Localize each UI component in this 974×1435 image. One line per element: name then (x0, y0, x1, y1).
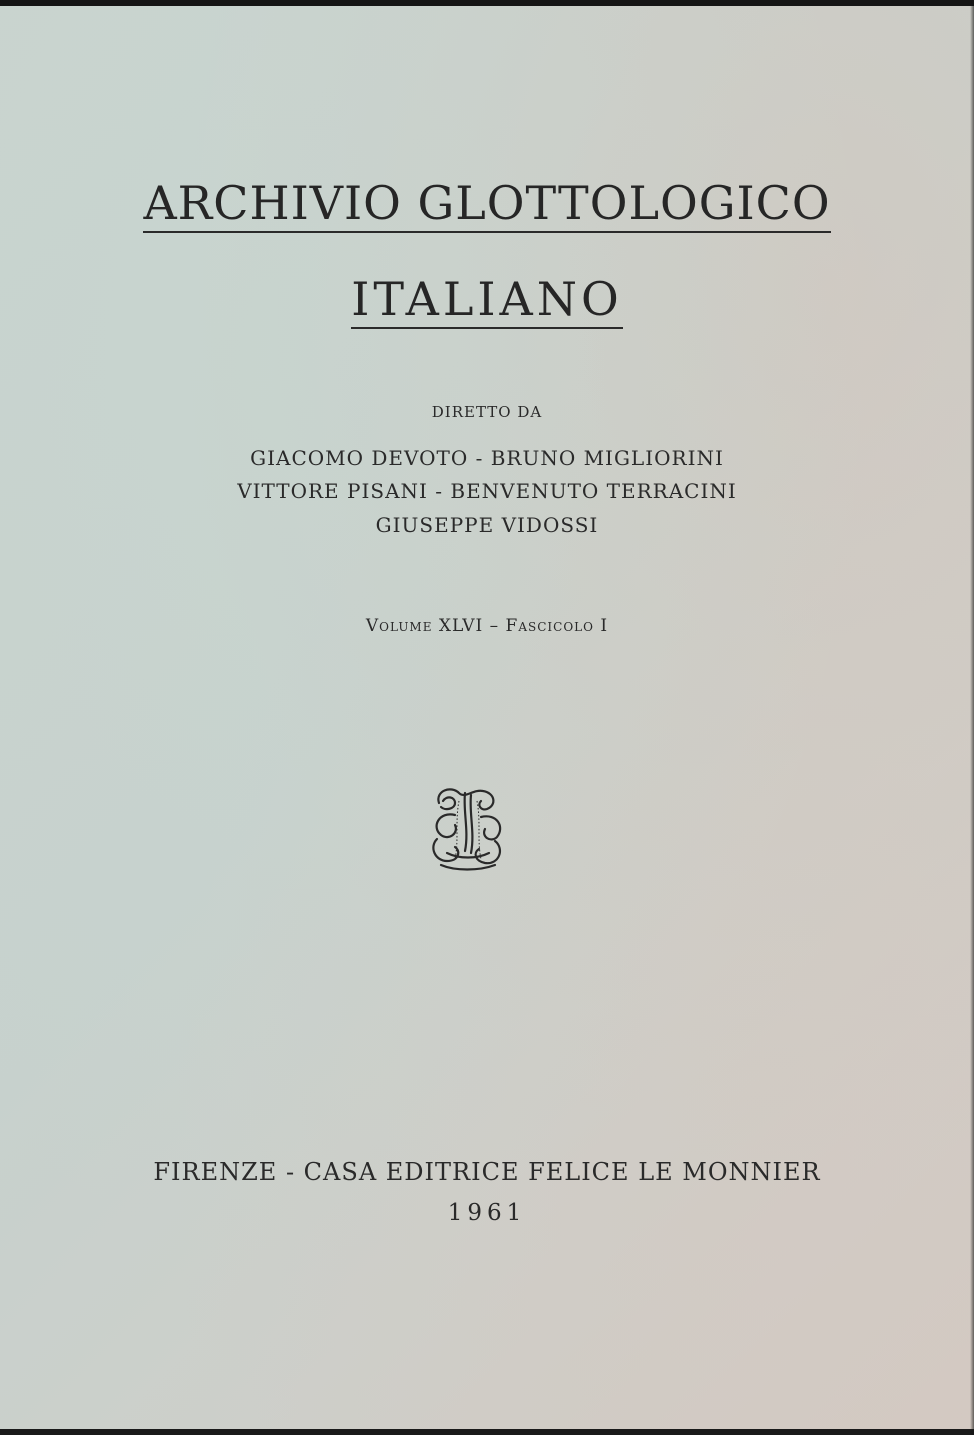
editors-line-2: VITTORE PISANI - BENVENUTO TERRACINI (237, 479, 737, 503)
page-edge-shadow (970, 6, 974, 1435)
publication-year: 1961 (447, 1200, 527, 1226)
editors-line-3: GIUSEPPE VIDOSSI (375, 513, 599, 537)
journal-title-line2 (0, 272, 974, 326)
journal-title-line1 (0, 176, 974, 230)
directed-by-label: DIRETTO DA (431, 403, 543, 421)
publisher-line: FIRENZE - CASA EDITRICE FELICE LE MONNIER (153, 1158, 821, 1186)
journal-title-text-2: ITALIANO (351, 272, 622, 329)
volume-issue: Volume XLVI – Fascicolo I (365, 616, 609, 636)
journal-title-text-1: ARCHIVIO GLOTTOLOGICO (143, 176, 830, 233)
ornate-monogram-icon (425, 781, 509, 873)
editors-line-1: GIACOMO DEVOTO - BRUNO MIGLIORINI (250, 446, 724, 470)
